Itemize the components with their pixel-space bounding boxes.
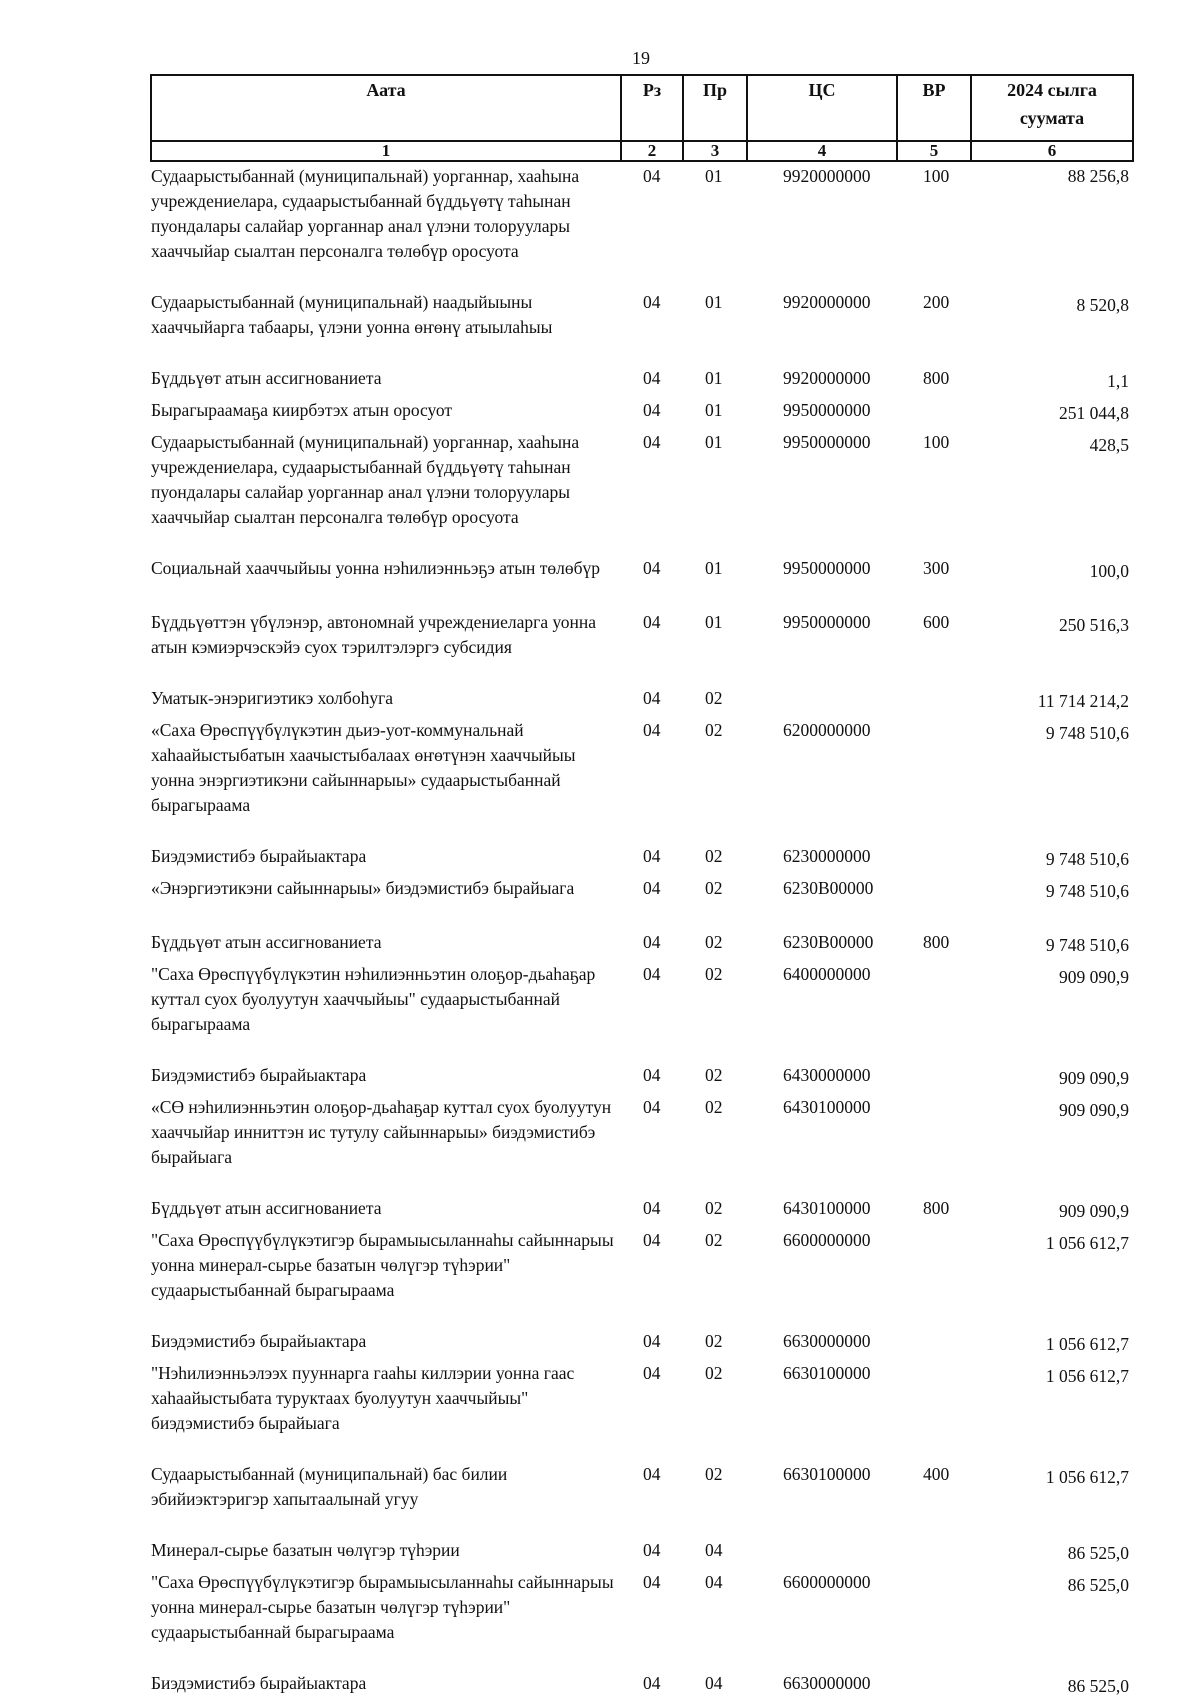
row-subsection-code: 01: [705, 368, 723, 388]
row-amount: 251 044,8: [1059, 403, 1129, 423]
row-section-code: 04: [643, 368, 661, 388]
row-amount: 9 748 510,6: [1045, 723, 1129, 743]
row-target-code: 9950000000: [783, 612, 871, 632]
row-amount: 86 525,0: [1067, 1676, 1129, 1696]
row-expense-type-code: 300: [923, 558, 950, 578]
budget-table: [150, 74, 1134, 1703]
row-name: Судаарыстыбаннай (муниципальнай) наадыйыыны хааччыйарга табаары, үлэни уонна өҥөнү атыылаһыы: [151, 292, 553, 337]
row-amount: 9 748 510,6: [1045, 935, 1129, 955]
row-expense-type-code: [897, 1538, 971, 1570]
row-name: "Саха Өрөспүүбүлүкэтигэр бырамыысыланнаһы сайыннарыы уонна минерал-сырье базатын чөлүгэр түһэрии" судаарыстыбаннай бырагыраама: [151, 1230, 614, 1300]
table-row: [151, 1538, 1133, 1570]
row-name: «Саха Өрөспүүбүлүкэтин дьиэ-уот-коммунальнай хаһаайыстыбатын хаачыстыбалаах өҥөтүнэн хааччыйыы уонна энэргиэтикэни сайыннарыы» судаарыстыбаннай бырагыраама: [151, 720, 576, 815]
row-section-code: 04: [643, 558, 661, 578]
row-name: Биэдэмистибэ бырайыактара: [151, 1065, 367, 1085]
row-section-code: 04: [643, 688, 661, 708]
row-expense-type-code: [897, 1570, 971, 1671]
row-name: "Нэһилиэнньэлээх пууннарга гааһы киллэрии уонна гаас хаһаайыстыбата туруктаах буолуутун хааччыйыы" биэдэмистибэ бырайыага: [151, 1363, 575, 1433]
row-target-code: 6230В00000: [783, 878, 874, 898]
row-amount: 1,1: [1107, 371, 1129, 391]
row-expense-type-code: [897, 718, 971, 844]
row-expense-type-code: [897, 1095, 971, 1196]
row-subsection-code: 02: [705, 1097, 723, 1117]
row-subsection-code: 04: [705, 1572, 723, 1592]
row-target-code: 9920000000: [783, 166, 871, 186]
row-amount: 909 090,9: [1059, 967, 1129, 987]
row-name: Бүддьүөт атын ассигнованиета: [151, 1198, 382, 1218]
table-row: [151, 610, 1133, 686]
row-target-code: 6230В00000: [783, 932, 874, 952]
row-amount: 909 090,9: [1059, 1100, 1129, 1120]
row-subsection-code: 02: [705, 964, 723, 984]
row-name: Биэдэмистибэ бырайыактара: [151, 1673, 367, 1693]
row-subsection-code: 02: [705, 1464, 723, 1484]
column-number: 4: [747, 141, 897, 161]
row-amount: 100,0: [1089, 561, 1129, 581]
row-target-code: 9920000000: [783, 368, 871, 388]
row-expense-type-code: [897, 876, 971, 930]
row-expense-type-code: 800: [923, 1198, 950, 1218]
header-rz: Рз: [621, 75, 683, 141]
row-subsection-code: 02: [705, 1363, 723, 1383]
row-expense-type-code: 100: [923, 166, 950, 186]
row-subsection-code: 02: [705, 1230, 723, 1250]
table-row: [151, 398, 1133, 430]
row-name: Социальнай хааччыйыы уонна нэһилиэнньэҕэ атын төлөбүр: [151, 558, 601, 578]
row-subsection-code: 02: [705, 878, 723, 898]
row-target-code: [747, 686, 897, 718]
table-row: [151, 686, 1133, 718]
row-expense-type-code: 400: [923, 1464, 950, 1484]
row-amount: 9 748 510,6: [1045, 881, 1129, 901]
row-target-code: 6400000000: [783, 964, 871, 984]
row-section-code: 04: [643, 1673, 661, 1693]
header-name: Аата: [151, 75, 621, 141]
row-amount: 250 516,3: [1059, 615, 1129, 635]
row-amount: 86 525,0: [1067, 1575, 1129, 1595]
row-target-code: 6430100000: [783, 1198, 871, 1218]
row-name: Минерал-сырье базатын чөлүгэр түһэрии: [151, 1540, 460, 1560]
row-section-code: 04: [643, 964, 661, 984]
row-target-code: 9920000000: [783, 292, 871, 312]
table-row: [151, 1361, 1133, 1462]
row-target-code: 6630000000: [783, 1673, 871, 1693]
row-name: Уматык-энэригиэтикэ холбоһуга: [151, 688, 394, 708]
table-row: [151, 161, 1133, 290]
column-number: 6: [971, 141, 1133, 161]
row-section-code: 04: [643, 400, 661, 420]
row-expense-type-code: 800: [923, 368, 950, 388]
row-section-code: 04: [643, 432, 661, 452]
column-number: 2: [621, 141, 683, 161]
row-expense-type-code: 600: [923, 612, 950, 632]
row-subsection-code: 01: [705, 292, 723, 312]
row-amount: 86 525,0: [1067, 1543, 1129, 1563]
row-subsection-code: 02: [705, 688, 723, 708]
table-header-row: [151, 75, 1133, 141]
table-row: [151, 1063, 1133, 1095]
row-subsection-code: 02: [705, 846, 723, 866]
row-expense-type-code: [897, 1228, 971, 1329]
column-number: 5: [897, 141, 971, 161]
row-subsection-code: 04: [705, 1540, 723, 1560]
row-name: Биэдэмистибэ бырайыактара: [151, 1331, 367, 1351]
row-subsection-code: 01: [705, 432, 723, 452]
row-name: Бүддьүөт атын ассигнованиета: [151, 368, 382, 388]
row-subsection-code: 01: [705, 612, 723, 632]
row-section-code: 04: [643, 1331, 661, 1351]
table-body: [151, 161, 1133, 1703]
row-expense-type-code: [897, 1671, 971, 1703]
table-row: [151, 1570, 1133, 1671]
row-amount: 909 090,9: [1059, 1201, 1129, 1221]
row-amount: 909 090,9: [1059, 1068, 1129, 1088]
row-subsection-code: 02: [705, 1331, 723, 1351]
table-row: [151, 1671, 1133, 1703]
header-vr: ВР: [897, 75, 971, 141]
column-number: 3: [683, 141, 747, 161]
column-number: 1: [151, 141, 621, 161]
row-section-code: 04: [643, 1097, 661, 1117]
row-name: Бүддьүөттэн үбүлэнэр, автономнай учреждениеларга уонна атын кэмиэрчэскэйэ суох тэрилтэлэргэ субсидия: [151, 612, 597, 657]
row-expense-type-code: [897, 1063, 971, 1095]
row-amount: 1 056 612,7: [1045, 1467, 1129, 1487]
row-section-code: 04: [643, 1464, 661, 1484]
table-row: [151, 718, 1133, 844]
row-section-code: 04: [643, 1572, 661, 1592]
row-target-code: 9950000000: [783, 558, 871, 578]
row-expense-type-code: [897, 686, 971, 718]
table-row: [151, 1196, 1133, 1228]
header-pr: Пр: [683, 75, 747, 141]
row-section-code: 04: [643, 878, 661, 898]
row-amount: 9 748 510,6: [1045, 849, 1129, 869]
row-name: Бырагыраамаҕа киирбэтэх атын оросуот: [151, 400, 453, 420]
row-expense-type-code: 200: [923, 292, 950, 312]
page-number: 19: [632, 48, 650, 68]
table-row: [151, 844, 1133, 876]
row-target-code: 9950000000: [783, 400, 871, 420]
table-row: [151, 1095, 1133, 1196]
row-amount: 1 056 612,7: [1045, 1233, 1129, 1253]
row-expense-type-code: 800: [923, 932, 950, 952]
row-target-code: 6630100000: [783, 1464, 871, 1484]
header-cs: ЦС: [747, 75, 897, 141]
row-target-code: 6230000000: [783, 846, 871, 866]
row-expense-type-code: [897, 1329, 971, 1361]
row-name: "Саха Өрөспүүбүлүкэтин нэһилиэнньэтин олоҕор-дьаһаҕар куттал суох буолуутун хааччыйыы" судаарыстыбаннай бырагыраама: [151, 964, 596, 1034]
row-expense-type-code: [897, 1361, 971, 1462]
row-subsection-code: 02: [705, 1065, 723, 1085]
row-subsection-code: 04: [705, 1673, 723, 1693]
row-target-code: 6430000000: [783, 1065, 871, 1085]
row-target-code: [747, 1538, 897, 1570]
row-target-code: 6430100000: [783, 1097, 871, 1117]
table-row: [151, 876, 1133, 930]
row-name: Биэдэмистибэ бырайыактара: [151, 846, 367, 866]
row-amount: 428,5: [1089, 435, 1129, 455]
column-number-row: [151, 141, 1133, 161]
row-expense-type-code: [897, 962, 971, 1063]
row-section-code: 04: [643, 166, 661, 186]
table-row: [151, 366, 1133, 398]
row-subsection-code: 01: [705, 400, 723, 420]
row-subsection-code: 02: [705, 932, 723, 952]
row-name: "Саха Өрөспүүбүлүкэтигэр бырамыысыланнаһы сайыннарыы уонна минерал-сырье базатын чөлүгэр түһэрии" судаарыстыбаннай бырагыраама: [151, 1572, 614, 1642]
row-expense-type-code: [897, 398, 971, 430]
row-target-code: 6600000000: [783, 1230, 871, 1250]
row-subsection-code: 02: [705, 1198, 723, 1218]
row-section-code: 04: [643, 1540, 661, 1560]
row-amount: 88 256,8: [1067, 166, 1129, 186]
row-name: Бүддьүөт атын ассигнованиета: [151, 932, 382, 952]
row-target-code: 6630100000: [783, 1363, 871, 1383]
row-section-code: 04: [643, 612, 661, 632]
table-row: [151, 430, 1133, 556]
row-target-code: 6200000000: [783, 720, 871, 740]
header-sum: 2024 сылга суумата: [971, 75, 1133, 141]
row-target-code: 6600000000: [783, 1572, 871, 1592]
row-name: Судаарыстыбаннай (муниципальнай) бас билии эбийиэктэригэр хапытаалынай угуу: [151, 1464, 508, 1509]
table-row: [151, 962, 1133, 1063]
row-amount: 1 056 612,7: [1045, 1366, 1129, 1386]
table-row: [151, 930, 1133, 962]
row-name: Судаарыстыбаннай (муниципальнай) уорганнар, хааһына учреждениелара, судаарыстыбаннай бүддьүөтү таһынан пуондалары салайар уорганнар анал үлэни толоруулары хааччыйар сыалтан персоналга төлөбүр оросуота: [151, 432, 580, 527]
row-subsection-code: 02: [705, 720, 723, 740]
row-section-code: 04: [643, 1363, 661, 1383]
row-expense-type-code: [897, 844, 971, 876]
row-section-code: 04: [643, 846, 661, 866]
row-section-code: 04: [643, 292, 661, 312]
row-name: «Энэргиэтикэни сайыннарыы» биэдэмистибэ бырайыага: [151, 878, 575, 898]
row-name: Судаарыстыбаннай (муниципальнай) уорганнар, хааһына учреждениелара, судаарыстыбаннай бүддьүөтү таһынан пуондалары салайар уорганнар анал үлэни толоруулары хааччыйар сыалтан персоналга төлөбүр оросуота: [151, 166, 580, 261]
row-subsection-code: 01: [705, 166, 723, 186]
row-amount: 8 520,8: [1076, 295, 1129, 315]
row-subsection-code: 01: [705, 558, 723, 578]
row-section-code: 04: [643, 720, 661, 740]
row-expense-type-code: 100: [923, 432, 950, 452]
table-row: [151, 556, 1133, 610]
row-target-code: 6630000000: [783, 1331, 871, 1351]
table-row: [151, 1462, 1133, 1538]
table-row: [151, 1329, 1133, 1361]
row-amount: 1 056 612,7: [1045, 1334, 1129, 1354]
row-section-code: 04: [643, 1065, 661, 1085]
row-target-code: 9950000000: [783, 432, 871, 452]
row-name: «СӨ нэһилиэнньэтин олоҕор-дьаһаҕар куттал суох буолуутун хааччыйар инниттэн ис тутулу сайыннарыы» биэдэмистибэ бырайыага: [151, 1097, 612, 1167]
row-section-code: 04: [643, 932, 661, 952]
table-row: [151, 1228, 1133, 1329]
row-section-code: 04: [643, 1230, 661, 1250]
row-section-code: 04: [643, 1198, 661, 1218]
table-row: [151, 290, 1133, 366]
row-amount: 11 714 214,2: [1037, 691, 1129, 711]
